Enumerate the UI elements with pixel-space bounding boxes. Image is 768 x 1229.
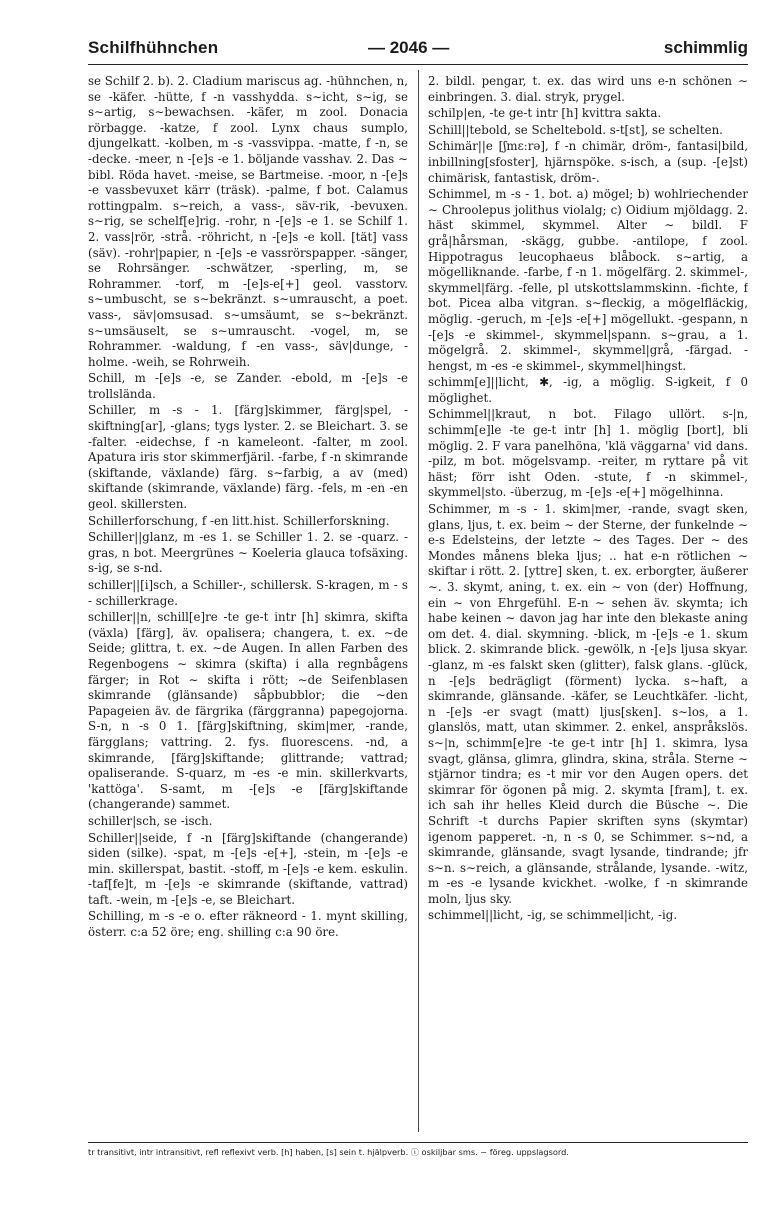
entry: Schimär||e [ʃmɛːrə], f -n chimär, dröm-, fantasi|bild, inbillning[sfoster], hjärnspöke. s-isch, a (sup. -[e]st) chimärisk, fantastisk, dröm-. bbox=[428, 139, 748, 185]
entry: Schiller||seide, f -n [färg]skiftande (changerande) siden (silke). -spat, m -[e]s -e[+], -stein, m -[e]s -e min. skillerspat, bastit. -stoff, m -[e]s -e kem. eskulin. -taf[fe]t, m -[e]s -e skimrande (skiftande, vattrad) taft. -wein, m -[e]s -e, se Bleichart. bbox=[88, 830, 408, 907]
header-last-word: schimmlig bbox=[663, 38, 748, 57]
right-column bbox=[428, 74, 748, 1139]
entry: schiller|sch, se -isch. bbox=[88, 813, 213, 828]
dictionary-page bbox=[88, 34, 748, 1194]
running-header bbox=[88, 34, 748, 64]
entry: schiller||[i]sch, a Schiller-, schillersk. S-kragen, m - s - schillerkrage. bbox=[88, 578, 408, 608]
entry: Schimmer, m -s - 1. skim|mer, -rande, svagt sken, glans, ljus, t. ex. beim ∼ der Sterne, der funkelnde ∼ e-s Edelsteins, der letzte ∼ des Tages. Der ∼ des Mondes månens bleka ljus; .. hat e-n rötlichen ∼ skiftar i rött. 2. [yttre] sken, t. ex. erborgter, äußerer ∼. 3. skymt, aning, t. ex. ein ∼ von (der) Hoffnung, ein ∼ von Ehrgefühl. E-n ∼ sehen äv. skymta; ich habe keinen ∼ davon jag har inte den blekaste aning om det. 4. dial. skymning. -blick, m -[e]s -e 1. skum blick. 2. skimrande blick. -gewölk, n -[e]s ljusa skyar. -glanz, m -es falskt sken (glitter), falsk glans. -glück, n -[e]s bedrägligt (förment) lycka. s∼haft, a skimrande, glänsande. -käfer, se Leuchtkäfer. -licht, n -[e]s -er svagt (matt) ljus[sken]. s∼los, a 1. glanslös, matt, utan skimmer. 2. enkel, anspråkslös. s∼|n, schimm[e]re -te ge-t intr [h] 1. skimra, lysa svagt, glänsa, glimra, glindra, skina, stråla. Sterne ∼ stjärnor tindra; es -t mir vor den Augen opers. det skimrar för ögonen på mig. 2. skymta [fram], t. ex. ich sah ihr helles Kleid durch die Büsche ∼. Die Schrift -t durchs Papier skriften syns (skymtar) igenom papperet. -n, n -s 0, se Schimmer. s∼nd, a skimrande, glänsande, svagt lysande, tindrande; jfr s∼n. s∼reich, a glänsande, strålande, lysande. -witz, m -es -e lysande kvickhet. -wolke, f -n skimrande moln, ljus sky. bbox=[428, 502, 748, 906]
entry: Schiller, m -s - 1. [färg]skimmer, färg|spel, -skiftning[ar], -glans; tygs lyster. 2. se Bleichart. 3. se -falter. -eidechse, f -n kameleont. -falter, m zool. Apatura iris stor skimmerfjäril. -farbe, f -n skimrande (skiftande, växlande) färg. s∼farbig, a av (med) skiftande (skimrande, växlande) färg. -fels, m -en -en geol. skillersten. bbox=[88, 403, 408, 512]
entry: schimm[e]||licht, ✱, -ig, a möglig. S-igkeit, f 0 möglighet. bbox=[428, 375, 748, 405]
entry: schilp|en, -te ge-t intr [h] kvittra sakta. bbox=[428, 106, 662, 121]
left-column bbox=[88, 74, 408, 1139]
entry: se Schilf 2. b). 2. Cladium mariscus ag. -hühnchen, n, se -käfer. -hütte, f -n vasshydda. s∼icht, s∼ig, se s∼artig, s∼bewachsen. -käfer, m zool. Donacia rörbagge. -katze, f zool. Lynx chaus sumplo, djungelkatt. -kolben, m -s -vassvippa. -matte, f -n, se -decke. -meer, n -[e]s -e 1. böljande vasshav. 2. Das ∼ bibl. Röda havet. -meise, se Bartmeise. -moor, n -[e]s -e vassbevuxet kärr (träsk). -palme, f bot. Calamus rottingpalm. s∼reich, a vass-, säv-rik, -bevuxen. s∼rig, se schelf[e]rig. -rohr, n -[e]s -e 1. se Schilf 1. 2. vass|rör, -strå. -röhricht, n -[e]s -e koll. [tät] vass (säv). -rohr|papier, n -[e]s -e vassrörspapper. -sänger, se Rohrsänger. -schwätzer, -sperling, m, se Rohrammer. -torf, m -[e]s-e[+] geol. vasstorv. s∼umbuscht, se s∼bekränzt. s∼umrauscht, a poet. vass-, säv|omsusad. s∼umsäumt, se s∼bekränzt. s∼umsäuselt, se s∼umrauscht. -vogel, m, se Rohrammer. -waldung, f -en vass-, säv|dunge, -holme. -weih, se Rohrweih. bbox=[88, 74, 408, 369]
entry: Schill, m -[e]s -e, se Zander. -ebold, m -[e]s -e trollslända. bbox=[88, 371, 408, 401]
abbreviation-legend: tr transitivt, intr intransitivt, refl reflexivt verb. [h] haben, [s] sein t. hjälpverb. ⓘ oskiljbar sms. ∼ föreg. uppslagsord. bbox=[88, 1147, 569, 1157]
entry: Schill||tebold, se Scheltebold. s-t[st], se schelten. bbox=[428, 122, 723, 137]
entry: Schilling, m -s -e o. efter räkneord - 1. mynt skilling, österr. c:a 52 öre; eng. shilling c:a 90 öre. bbox=[88, 909, 408, 940]
entry: Schimmel, m -s - 1. bot. a) mögel; b) wohlriechender ∼ Chroolepus jolithus violalg; c) Oidium mjöldagg. 2. häst skimmel, skymmel. Alter ∼ bildl. F grå|hårsman, -skägg, gubbe. -antilope, f zool. Hippotragus leucophaeus blåbock. s∼artig, a mögelliknande. -farbe, f -n 1. mögelfärg. 2. skimmel-, skymmel|färg. -felle, pl utskottslammskinn. -fichte, f bot. Picea alba vitgran. s∼fleckig, a mögelfläckig, möglig. -geruch, m -[e]s -e[+] mögellukt. -gespann, n -[e]s -e skimmel-, skymmel|spann. s∼grau, a 1. mögelgrå. 2. skimmel-, skymmel|grå, -färgad. -hengst, m -es -e skimmel-, skymmel|hingst. bbox=[428, 187, 748, 373]
page-number: — 2046 — bbox=[368, 38, 450, 57]
footer-rule bbox=[88, 1142, 748, 1143]
entry: Schimmel||kraut, n bot. Filago ullört. s-|n, schimm[e]le -te ge-t intr [h] 1. möglig [bort], bli möglig. 2. F vara panelhöna, 'klä väggarna' vid dans. -pilz, m bot. mögelsvamp. -reiter, m ryttare på vit häst; förr isht Oden. -stute, f -n skimmel-, skymmel|sto. -überzug, m -[e]s -e[+] mögelhinna. bbox=[428, 407, 748, 500]
entry: schiller||n, schill[e]re -te ge-t intr [h] skimra, skifta (växla) [färg], äv. opalisera; changera, t. ex. ∼de Seide; glittra, t. ex. ∼de Augen. In allen Farben des Regenbogens ∼ skimra (skifta) i alla regnbågens färger; in Rot ∼ skifta i rött; ∼de Seifenblasen skimrande (glänsande) såpbubblor; die ∼den Papageien äv. de färgrika (färggranna) papegojorna. S-n, n -s 0 1. [färg]skiftning, skim|mer, -rande, färgglans; vattring. 2. fys. fluorescens. -nd, a skimrande, [färg]skiftande; glittrande; vattrad; opaliserande. S-quarz, m -es -e min. skillerkvarts, 'kattöga'. S-samt, m -[e]s -e [färg]skiftande (changerande) sammet. bbox=[88, 610, 408, 812]
entry: schimmel||licht, -ig, se schimmel|icht, -ig. bbox=[428, 908, 678, 923]
header-first-word: Schilfhühnchen bbox=[88, 38, 219, 57]
entry: Schillerforschung, f -en litt.hist. Schillerforskning. bbox=[88, 513, 390, 528]
entry: 2. bildl. pengar, t. ex. das wird uns e-n schönen ∼ einbringen. 3. dial. stryk, prygel. bbox=[428, 74, 748, 104]
entry: Schiller||glanz, m -es 1. se Schiller 1. 2. se -quarz. -gras, n bot. Meergrünes ∼ Koeleria glauca tofsäxing. s-ig, se s-nd. bbox=[88, 530, 408, 576]
header-rule bbox=[88, 64, 748, 65]
column-divider bbox=[418, 70, 419, 1132]
